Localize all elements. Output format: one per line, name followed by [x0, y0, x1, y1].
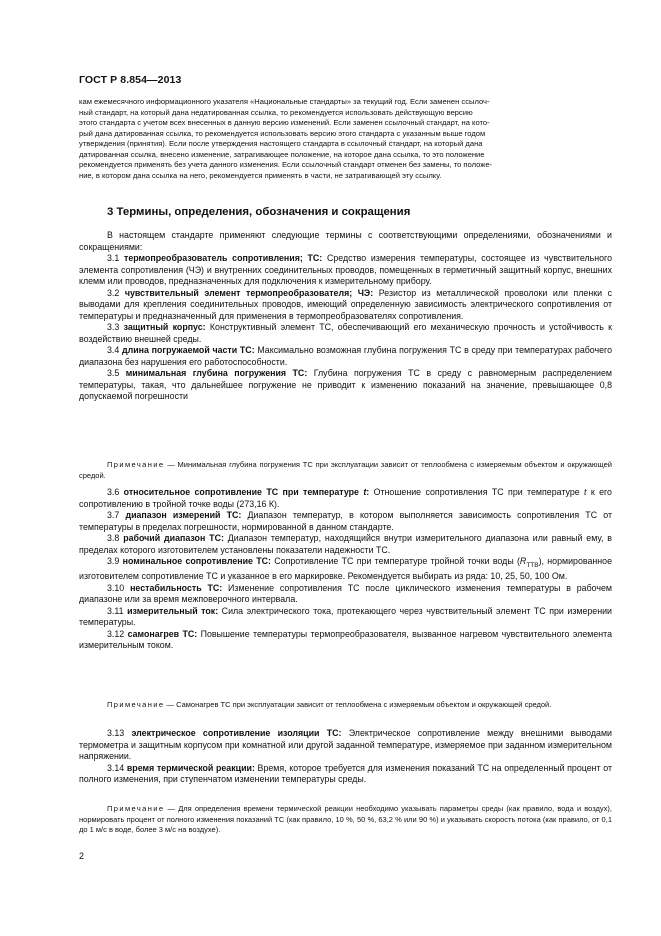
term-name: диапазон измерений ТС: [125, 510, 242, 520]
term-name: измерительный ток: [127, 605, 219, 616]
intro-line: ный стандарт, на который дана недатированная ссылка, то рекомендуется использовать действующую версию [79, 107, 473, 117]
intro-line: рекомендуется применять без учета данного изменения. Если ссылочный стандарт отменен без замены, то положе- [79, 160, 493, 169]
term-3-4: 3.4 длина погружаемой части ТС: Максимально возможная глубина погружения ТС в среду при температурах рабочего диапазона без нарушения его работоспособности. [79, 345, 613, 367]
intro-paragraph [79, 97, 612, 181]
term-3-6: 3.6 относительное сопротивление ТС при температуре t: Отношение сопротивления ТС при температуре t к его сопротивлению в тройной точке воды (273,16 К). [79, 487, 612, 509]
intro-line: ние, в котором дана ссылка на него, рекомендуется применять в части, не затрагивающей эту ссылку. [79, 170, 442, 180]
note-label: Примечание [107, 700, 165, 709]
note-label: Примечание [107, 460, 165, 469]
note-label: Примечание [107, 804, 165, 813]
term-name: номинальное сопротивление ТС: [122, 556, 271, 566]
intro-line: рый дана датированная ссылка, то рекомендуется использовать версию этого стандарта с указанным выше годом [79, 128, 486, 138]
standard-header: ГОСТ Р 8.854—2013 [79, 74, 182, 86]
term-3-10: 3.10 нестабильность ТС: Изменение сопротивления ТС после циклического изменения температуры в рабочем диапазоне или за время межповерочного интервала. [79, 582, 612, 605]
term-name: нестабильность ТС: [130, 582, 223, 593]
term-3-3: 3.3 защитный корпус: Конструктивный элемент ТС, обеспечивающий его механическую прочность и устойчивость к воздействию внешней среды. [79, 322, 612, 344]
term-name: минимальная глубина погружения ТС: [125, 368, 308, 378]
term-3-8: 3.8 рабочий диапазон ТС: Диапазон температур, находящийся внутри измерительного диапазона или равный ему, в пределах которого изготовителем установлены показатели надежности ТС. [79, 533, 612, 555]
intro-line: датированная ссылка, внесено изменение, затрагивающее положение, на которое дана ссылка, то это положение [79, 149, 485, 159]
term-name: самонагрев ТС: [127, 628, 198, 639]
note-1: Примечание — Минимальная глубина погружения ТС при эксплуатации зависит от теплообмена с измеряемым объектом и окружающей средой. [79, 460, 612, 480]
term-3-14: 3.14 время термической реакции: Время, которое требуется для изменения показаний ТС на определенный процент от полного изменения, при ступенчатом изменении температуры среды. [79, 762, 612, 784]
preface-paragraph: В настоящем стандарте применяют следующие термины с соответствующими определениями, обозначениями и сокращениями: [79, 230, 612, 252]
term-name: защитный корпус: [123, 322, 206, 332]
note-3: Примечание — Для определения времени термической реакции необходимо указывать параметры среды (как правило, вода и воздух), нормировать процент от полного изменения показаний ТС (как правило, 10 %, 50 %, 63,2 % или 90 %) и указывать скорость потока (как правило, от 0,1 до 1 м/с в воде, более 3 м/с на воздухе). [79, 804, 612, 835]
term-name: чувствительный элемент термопреобразователя; ЧЭ: [124, 287, 374, 298]
term-name: время термической реакции: [126, 762, 255, 773]
intro-line: этого стандарта с учетом всех внесенных в данную версию изменений. Если заменен ссылочный стандарт, на кото- [79, 118, 490, 127]
page-number: 2 [79, 851, 85, 861]
note-2: Примечание — Самонагрев ТС при эксплуатации зависит от теплообмена с измеряемым объектом и окружающей средой. [107, 700, 552, 709]
terms-block-2 [79, 487, 612, 652]
term-3-9: 3.9 номинальное сопротивление ТС: Сопротивление ТС при температуре тройной точки воды $(R_{TTB})$, нормированное изготовителем сопротивление ТС и указанное в его маркировке. Рекомендуется выбирать из ряда: 10, 25, 50, 100 Ом. [79, 556, 612, 582]
intro-line: кам ежемесячного информационного указателя «Национальные стандарты» за текущий год. Если заменен ссылоч- [79, 97, 490, 106]
term-3-5: 3.5 минимальная глубина погружения ТС: Глубина погружения ТС в среду с равномерным распределением температуры, такая, что дальнейшее погружение не приводит к изменению показаний на значение, превышающее 0,8 допускаемой погрешности [79, 368, 612, 401]
section-title: 3 Термины, определения, обозначения и сокращения [107, 206, 411, 218]
term-name: электрическое сопротивление изоляции ТС: [131, 728, 342, 738]
term-3-7: 3.7 диапазон измерений ТС: Диапазон температур, в котором выполняется зависимость сопротивления ТС от температуры в пределах погрешности, нормированной в данном стандарте. [79, 510, 612, 532]
terms-block-1 [79, 230, 612, 403]
term-3-13: 3.13 электрическое сопротивление изоляции ТС: Электрическое сопротивление между внешними выводами термометра и защитным корпусом при комнатной или другой заданной температуре, измеряемое при заданном измерительном напряжении. [79, 728, 612, 761]
term-3-2: 3.2 чувствительный элемент термопреобразователя; ЧЭ: Резистор из металлической проволоки или пленки с выводами для крепления соединительных проводов, имеющий определенную зависимость электрического сопротивления от температуры и предназначенный для применения в термопреобразователях сопротивления. [79, 287, 612, 321]
term-name: рабочий диапазон ТС: [123, 533, 224, 543]
intro-line: утверждения (принятия). Если после утверждения настоящего стандарта в ссылочный стандарт, на который дана [79, 139, 483, 148]
term-name: термопреобразователь сопротивления; ТС: [124, 253, 323, 263]
term-3-11: 3.11 измерительный ток: Сила электрического тока, протекающего через чувствительный элемент ТС при измерении температуры. [79, 605, 612, 628]
term-3-12: 3.12 самонагрев ТС: Повышение температуры термопреобразователя, вызванное нагревом чувствительного элемента измерительным током. [79, 628, 612, 651]
terms-block-3 [79, 728, 612, 786]
term-name: длина погружаемой части ТС: [122, 345, 255, 355]
term-name: относительное сопротивление ТС при температуре t: [123, 487, 370, 497]
term-3-1: 3.1 термопреобразователь сопротивления; ТС: Средство измерения температуры, состоящее из чувствительного элемента сопротивления (ЧЭ) и внутренних соединительных проводов, помещенных в герметичный защитный корпус, внешних клемм или проводов, предназначенных для подключения к измерительному прибору. [79, 253, 612, 286]
